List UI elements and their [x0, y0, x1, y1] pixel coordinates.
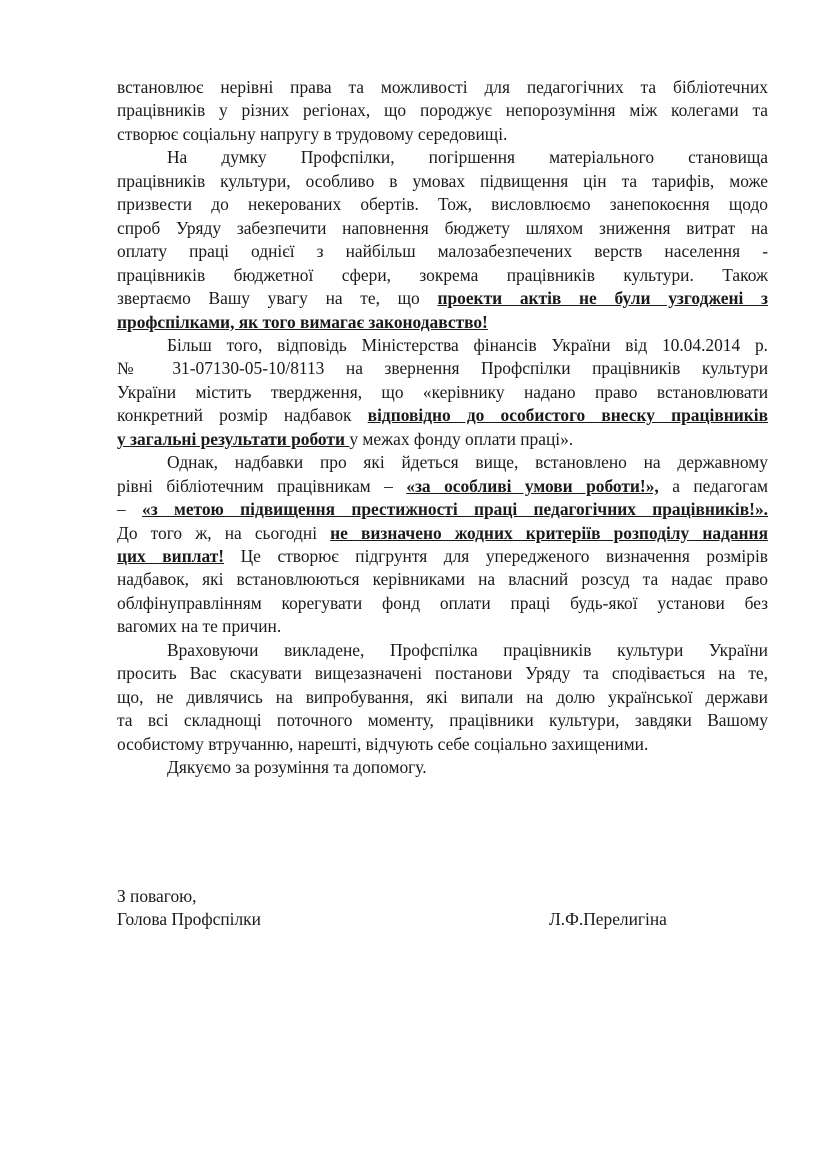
- text-segment: працівників у різних регіонах, що породжує непорозуміння між колегами та: [117, 100, 768, 121]
- paragraph-1-line-3: [117, 123, 768, 146]
- text-segment: України містить твердження, що «керівнику надано право встановлювати: [117, 381, 768, 402]
- emphasized-text: не визначено жодних критеріїв розподілу надання: [330, 522, 768, 543]
- text-segment: Дякуємо за розуміння та допомогу.: [167, 757, 427, 778]
- paragraph-4-line-5: [117, 545, 768, 568]
- emphasized-text: проекти актів не були узгоджені з: [437, 288, 768, 309]
- text-segment: створює соціальну напругу в трудовому середовищі.: [117, 123, 508, 144]
- text-segment: звертаємо Вашу увагу на те, що: [117, 288, 438, 309]
- paragraph-2-line-2: [117, 170, 768, 193]
- text-segment: облфінуправлінням корегувати фонд оплати праці будь-якої установи без: [117, 592, 768, 613]
- text-segment: вагомих на те причин.: [117, 616, 282, 637]
- emphasized-text: відповідно до особистого внеску працівників: [367, 405, 769, 426]
- text-segment: оплату праці однієї з найбільш малозабезпечених верств населення -: [117, 241, 768, 262]
- emphasized-text: цих виплат!: [117, 546, 225, 566]
- text-segment: –: [117, 499, 142, 520]
- paragraph-4-line-7: [117, 592, 768, 615]
- text-segment: Більш того, відповідь Міністерства фінансів України від 10.04.2014 р.: [167, 334, 768, 355]
- text-segment: що, не дивлячись на випробування, які випали на долю української держави: [117, 686, 768, 707]
- text-segment: спроб Уряду забезпечити наповнення бюджету шляхом зниження витрат на: [117, 217, 768, 238]
- text-segment: працівників культури, особливо в умовах підвищення цін та тарифів, може: [117, 170, 768, 191]
- text-segment: встановлює нерівні права та можливості для педагогічних та бібліотечних: [117, 77, 768, 97]
- text-segment: № 31-07130-05-10/8113 на звернення Профспілки працівників культури: [117, 358, 768, 379]
- paragraph-2-line-7: [117, 287, 768, 310]
- text-segment: призвести до некерованих обертів. Тож, висловлюємо занепокоєння щодо: [117, 194, 768, 215]
- emphasized-text: профспілками, як того вимагає законодавство!: [117, 311, 488, 332]
- paragraph-4-line-4: [117, 522, 768, 545]
- paragraph-4-line-6: [117, 568, 768, 591]
- paragraph-3-line-1: [167, 334, 768, 357]
- paragraph-2-line-5: [117, 240, 768, 263]
- text-segment: а педагогам: [658, 475, 768, 496]
- paragraph-3-line-3: [117, 381, 768, 404]
- paragraph-5-line-4: [117, 709, 768, 732]
- paragraph-3-line-2: [117, 357, 768, 380]
- text-segment: надбавок, які встановлюються керівниками на власний розсуд та надає право: [117, 569, 768, 590]
- paragraph-5-line-2: [117, 662, 768, 685]
- paragraph-5-line-1: [167, 639, 768, 662]
- paragraph-1-line-2: [117, 99, 768, 122]
- signature-name: Л.Ф.Перелигіна: [549, 909, 667, 929]
- signature-title: Голова Профспілки: [117, 909, 261, 929]
- text-segment: Однак, надбавки про які йдеться вище, встановлено на державному: [167, 452, 768, 473]
- emphasized-text: «за особливі умови роботи!»,: [406, 475, 659, 496]
- paragraph-4-line-8: [117, 615, 768, 638]
- paragraph-3-line-4: [117, 404, 768, 427]
- paragraph-4-line-1: [167, 451, 768, 474]
- signature-closing: З повагою,: [117, 886, 197, 906]
- paragraph-4-line-3: [117, 498, 768, 521]
- text-segment: просить Вас скасувати вищезазначені постанови Уряду та сподівається на те,: [117, 663, 768, 684]
- paragraph-5-line-3: [117, 686, 768, 709]
- text-segment: Це створює підгрунтя для упередженого визначення розмірів: [224, 546, 768, 566]
- paragraph-1-line-1: [117, 76, 768, 99]
- text-segment: рівні бібліотечним працівникам –: [117, 475, 407, 496]
- paragraph-2-line-1: [167, 146, 768, 169]
- emphasized-text: у загальні результати роботи: [117, 428, 350, 449]
- text-segment: На думку Профспілки, погіршення матеріального становища: [167, 147, 768, 168]
- paragraph-5-line-5: [117, 733, 768, 756]
- paragraph-2-line-3: [117, 193, 768, 216]
- paragraph-3-line-5: [117, 428, 768, 451]
- text-segment: особистому втручанню, нарешті, відчують себе соціально захищеними.: [117, 733, 649, 754]
- text-segment: та всі складнощі поточного моменту, працівники культури, завдяки Вашому: [117, 710, 768, 731]
- paragraph-2-line-4: [117, 217, 768, 240]
- paragraph-4-line-2: [117, 475, 768, 498]
- text-segment: Враховуючи викладене, Профспілка працівників культури України: [167, 639, 768, 660]
- text-segment: у межах фонду оплати праці».: [349, 428, 574, 449]
- paragraph-6-line-1: [167, 756, 768, 779]
- paragraph-2-line-6: [117, 264, 768, 287]
- text-segment: конкретний розмір надбавок: [117, 405, 368, 426]
- text-segment: До того ж, на сьогодні: [117, 522, 331, 543]
- text-segment: працівників бюджетної сфери, зокрема працівників культури. Також: [117, 264, 768, 285]
- paragraph-2-line-8: [117, 311, 768, 334]
- emphasized-text: «з метою підвищення престижності праці педагогічних працівників!».: [142, 499, 768, 520]
